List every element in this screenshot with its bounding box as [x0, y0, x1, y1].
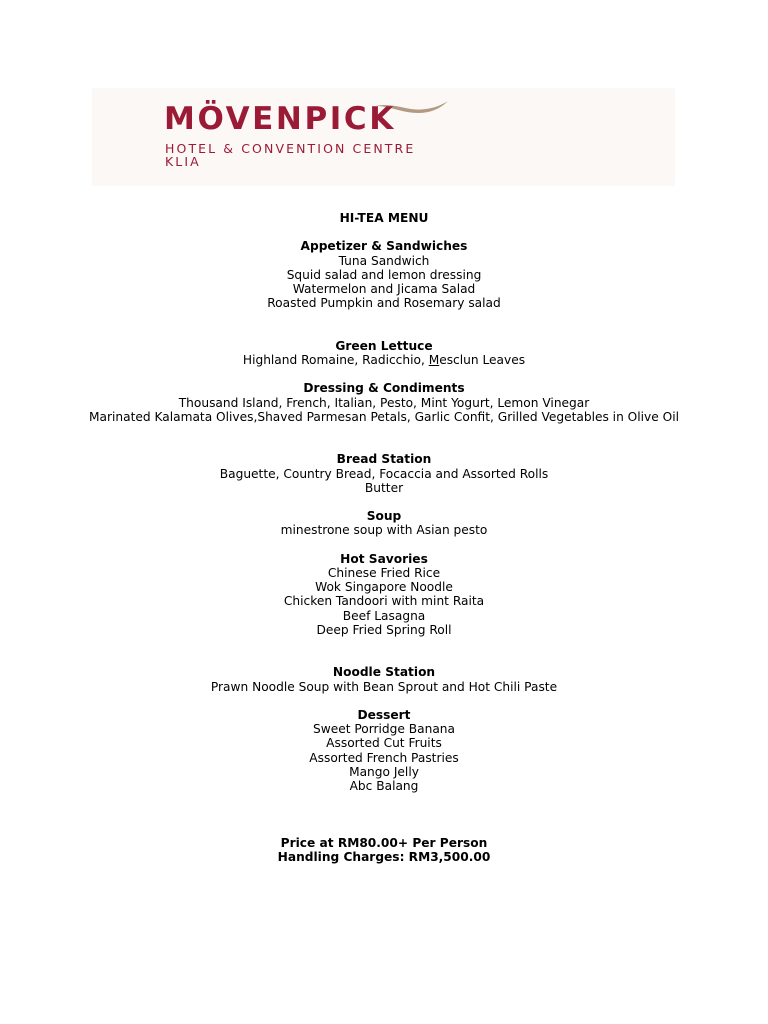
section-dressing — [0, 381, 768, 424]
menu-item: Abc Balang — [349, 779, 419, 793]
menu-item-text: esclun Leaves — [439, 353, 526, 367]
menu-item-text: Highland Romaine, Radicchio, — [242, 353, 429, 367]
section-heading: Dessert — [357, 707, 411, 722]
menu-item: Assorted French Pastries — [309, 750, 459, 765]
menu-item: Baguette, Country Bread, Focaccia and Assorted Rolls — [219, 466, 549, 481]
section-heading: Bread Station — [336, 452, 432, 467]
menu-item-text-underlined: M — [428, 353, 440, 367]
menu-item: Chinese Fried Rice — [327, 565, 441, 580]
section-soup — [0, 509, 768, 537]
section-noodle — [0, 665, 768, 693]
menu-item: Thousand Island, French, Italian, Pesto, Mint Yogurt, Lemon Vinegar — [178, 395, 590, 410]
menu-title: HI-TEA MENU — [339, 211, 429, 225]
logo-brand-name: MÖVENPICK — [164, 101, 396, 137]
logo-location: KLIA — [165, 154, 201, 169]
section-heading: Dressing & Condiments — [303, 381, 465, 396]
section-dessert — [0, 708, 768, 793]
section-bread — [0, 452, 768, 495]
menu-item: Chicken Tandoori with mint Raita — [283, 594, 485, 609]
menu-item: Tuna Sandwich — [338, 253, 430, 268]
menu-item: Assorted Cut Fruits — [326, 736, 442, 751]
hotel-logo — [92, 88, 675, 186]
menu-item: Mango Jelly — [349, 764, 419, 779]
section-hot-savories — [0, 552, 768, 637]
menu-item: Watermelon and Jicama Salad — [292, 282, 476, 296]
section-heading: Soup — [366, 509, 402, 524]
handling-charges: Handling Charges: RM3,500.00 — [277, 849, 491, 864]
menu-item: Sweet Porridge Banana — [313, 722, 455, 737]
menu-item: Roasted Pumpkin and Rosemary salad — [267, 296, 501, 311]
menu-item: Butter — [364, 480, 404, 495]
menu-item: Marinated Kalamata Olives,Shaved Parmesan Petals, Garlic Confit, Grilled Vegetables in Olive Oil — [89, 409, 679, 424]
section-heading: Noodle Station — [332, 665, 436, 680]
section-heading: Hot Savories — [340, 551, 428, 566]
menu-item: minestrone soup with Asian pesto — [280, 523, 488, 538]
section-appetizer — [0, 239, 768, 310]
section-heading: Green Lettuce — [335, 338, 433, 353]
menu-item — [0, 353, 768, 367]
section-heading: Appetizer & Sandwiches — [300, 239, 468, 254]
section-green-lettuce — [0, 339, 768, 367]
menu-item: Beef Lasagna — [342, 608, 426, 623]
menu-body — [0, 211, 768, 864]
menu-item: Wok Singapore Noodle — [315, 580, 453, 595]
price-per-person: Price at RM80.00+ Per Person — [280, 835, 488, 850]
menu-item: Squid salad and lemon dressing — [286, 267, 482, 282]
menu-item: Prawn Noodle Soup with Bean Sprout and Hot Chili Paste — [210, 679, 558, 694]
logo-subtitle: HOTEL & CONVENTION CENTRE — [165, 141, 416, 156]
menu-item: Deep Fried Spring Roll — [316, 622, 452, 637]
